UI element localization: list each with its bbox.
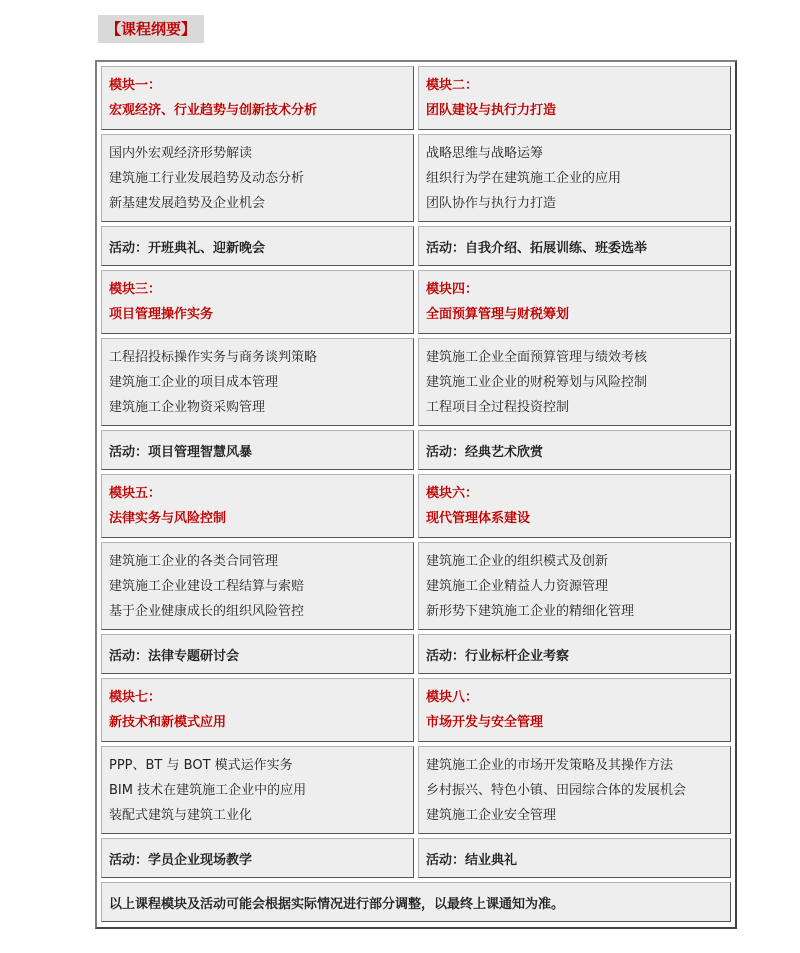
module-item: BIM 技术在建筑施工企业中的应用 bbox=[109, 782, 307, 798]
module-activity-left: 活动：法律专题研讨会 bbox=[101, 634, 414, 674]
module-item: 建筑施工企业的项目成本管理 bbox=[109, 374, 279, 390]
module-items-left bbox=[101, 134, 414, 222]
module-activity-right: 活动：自我介绍、拓展训练、班委选举 bbox=[418, 226, 731, 266]
module-header-right bbox=[418, 678, 731, 742]
module-item: 乡村振兴、特色小镇、田园综合体的发展机会 bbox=[426, 782, 687, 798]
module-label: 模块六： bbox=[426, 486, 479, 501]
module-activity-right: 活动：结业典礼 bbox=[418, 838, 731, 878]
module-items-left bbox=[101, 338, 414, 426]
module-item: 装配式建筑与建筑工业化 bbox=[109, 807, 253, 823]
module-items-left bbox=[101, 746, 414, 834]
module-name: 项目管理操作实务 bbox=[109, 307, 214, 322]
module-name: 全面预算管理与财税筹划 bbox=[426, 307, 570, 322]
module-items-right bbox=[418, 746, 731, 834]
module-header-right bbox=[418, 270, 731, 334]
module-activity-right: 活动：经典艺术欣赏 bbox=[418, 430, 731, 470]
module-header-left bbox=[101, 270, 414, 334]
module-header-right bbox=[418, 474, 731, 538]
module-label: 模块一： bbox=[109, 78, 162, 93]
module-label: 模块七： bbox=[109, 690, 162, 705]
course-outline-table bbox=[97, 62, 735, 926]
module-activity-left: 活动：学员企业现场教学 bbox=[101, 838, 414, 878]
module-items-right bbox=[418, 542, 731, 630]
module-label: 模块二： bbox=[426, 78, 479, 93]
module-name: 市场开发与安全管理 bbox=[426, 715, 544, 730]
module-item: 战略思维与战略运筹 bbox=[426, 145, 544, 161]
module-item: 工程招投标操作实务与商务谈判策略 bbox=[109, 349, 318, 365]
module-header-left bbox=[101, 66, 414, 130]
module-item: 建筑施工业企业的财税筹划与风险控制 bbox=[426, 374, 648, 390]
module-item: 建筑施工企业安全管理 bbox=[426, 807, 557, 823]
module-items-right bbox=[418, 134, 731, 222]
module-item: 建筑施工企业的市场开发策略及其操作方法 bbox=[426, 757, 674, 773]
module-header-left bbox=[101, 474, 414, 538]
module-name: 法律实务与风险控制 bbox=[109, 511, 227, 526]
module-name: 新技术和新模式应用 bbox=[109, 715, 227, 730]
module-item: 新基建发展趋势及企业机会 bbox=[109, 195, 266, 211]
module-name: 团队建设与执行力打造 bbox=[426, 103, 557, 118]
module-name: 宏观经济、行业趋势与创新技术分析 bbox=[109, 103, 318, 118]
module-item: 建筑施工企业精益人力资源管理 bbox=[426, 578, 609, 594]
module-item: 团队协作与执行力打造 bbox=[426, 195, 557, 211]
module-label: 模块四： bbox=[426, 282, 479, 297]
module-item: 基于企业健康成长的组织风险管控 bbox=[109, 603, 305, 619]
module-item: 建筑施工企业的组织模式及创新 bbox=[426, 553, 609, 569]
module-item: 建筑施工企业全面预算管理与绩效考核 bbox=[426, 349, 648, 365]
module-label: 模块三： bbox=[109, 282, 162, 297]
module-item: 建筑施工企业的各类合同管理 bbox=[109, 553, 279, 569]
module-item: 建筑施工企业建设工程结算与索赔 bbox=[109, 578, 305, 594]
module-items-right bbox=[418, 338, 731, 426]
footnote: 以上课程模块及活动可能会根据实际情况进行部分调整，以最终上课通知为准。 bbox=[101, 882, 731, 922]
module-item: PPP、BT 与 BOT 模式运作实务 bbox=[109, 757, 293, 773]
module-label: 模块五： bbox=[109, 486, 162, 501]
module-item: 组织行为学在建筑施工企业的应用 bbox=[426, 170, 622, 186]
module-header-right bbox=[418, 66, 731, 130]
module-items-left bbox=[101, 542, 414, 630]
module-item: 建筑施工企业物资采购管理 bbox=[109, 399, 266, 415]
module-item: 建筑施工行业发展趋势及动态分析 bbox=[109, 170, 305, 186]
module-activity-left: 活动：项目管理智慧风暴 bbox=[101, 430, 414, 470]
module-name: 现代管理体系建设 bbox=[426, 511, 531, 526]
module-item: 新形势下建筑施工企业的精细化管理 bbox=[426, 603, 635, 619]
module-item: 工程项目全过程投资控制 bbox=[426, 399, 570, 415]
module-activity-left: 活动：开班典礼、迎新晚会 bbox=[101, 226, 414, 266]
module-header-left bbox=[101, 678, 414, 742]
module-item: 国内外宏观经济形势解读 bbox=[109, 145, 253, 161]
section-title: 【课程纲要】 bbox=[98, 15, 204, 43]
module-label: 模块八： bbox=[426, 690, 479, 705]
module-activity-right: 活动：行业标杆企业考察 bbox=[418, 634, 731, 674]
